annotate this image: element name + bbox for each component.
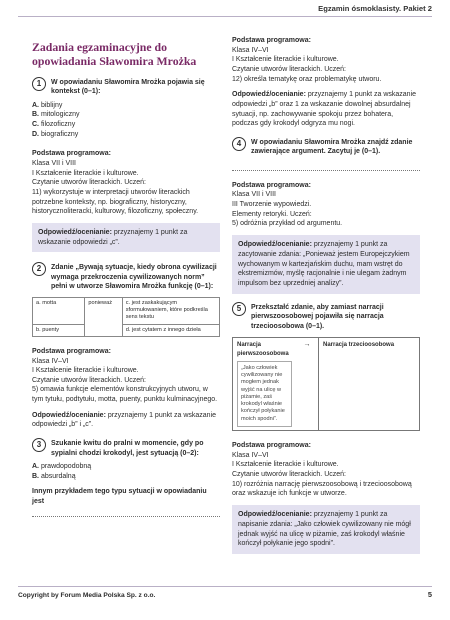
option-c: C. filozoficzny: [32, 120, 76, 128]
table-cell: b. puenty: [33, 324, 85, 336]
table-row: [33, 324, 220, 336]
option-a: A. biblijny: [32, 101, 63, 109]
grading-label: Odpowiedź/ocenianie:: [38, 228, 112, 236]
task-4-question: W opowiadaniu Sławomira Mrożka znajdź zdanie zawierające argument. Zacytuj je (0–1).: [251, 138, 413, 156]
table-cell: a. motta: [33, 297, 85, 324]
quote-box: „Jako człowiek cywilizowany nie mogłem jednak wyjść na ulicę w piżamie, zaś krokodyl właśnie kończył połykanie moich spodni”.: [237, 361, 292, 427]
grading-plain: [32, 411, 220, 430]
basis-line: Czytanie utworów literackich. Uczeń:: [232, 470, 346, 478]
option-a: A. prawdopodobną: [32, 462, 92, 470]
header-rule: [18, 16, 432, 17]
basis-line: I Kształcenie literackie i kulturowe.: [232, 56, 339, 64]
first-person-title: Narracja pierwszoosobowa: [237, 342, 289, 357]
task-5-header: [232, 302, 420, 331]
narration-table: [232, 337, 420, 431]
basis-heading: Podstawa programowa:: [232, 181, 311, 189]
third-person-title: Narracja trzecioosobowa: [323, 342, 395, 349]
header-title: Egzamin ósmoklasisty. Pakiet 2: [318, 4, 432, 13]
basis-line: 5) odróżnia przykład od argumentu.: [232, 220, 343, 228]
task-3-header: [32, 438, 220, 458]
grading-box: [232, 505, 420, 554]
option-b: B. mitologiczny: [32, 111, 80, 119]
answer-line[interactable]: [32, 507, 220, 517]
basis-heading: Podstawa programowa:: [32, 347, 111, 355]
third-person-column[interactable]: [318, 337, 420, 431]
basis-line: I Kształcenie literackie i kulturowe.: [32, 169, 139, 177]
task-3-followup: Innym przykładem tego typu sytuacji w opowiadaniu jest: [32, 488, 207, 505]
basis-line: III Tworzenie wypowiedzi.: [232, 201, 312, 209]
first-person-column: [232, 337, 296, 431]
grading-text: przyznajemy 1 punkt za napisanie zdania: „Jako człowiek cywilizowany nie mógł jednak wyjść na ulicę w piżamie, zaś krokodyl właśnie kończył połykanie jego spodni”.: [238, 510, 411, 548]
basis-line: 10) rozróżnia narrację pierwszoosobową i trzecioosobową oraz wskazuje ich funkcje w utworze.: [232, 480, 412, 498]
task-number-badge: 5: [232, 302, 246, 316]
answer-line[interactable]: [232, 161, 420, 171]
table-cell: ponieważ: [85, 297, 122, 336]
basis-line: Czytanie utworów literackich. Uczeń:: [232, 65, 346, 73]
basis-line: 5) omawia funkcje elementów konstrukcyjnych utworu, w tym tytułu, podtytułu, motta, puenty, punktu kulminacyjnego.: [32, 386, 218, 404]
table-row: [33, 297, 220, 324]
basis-line: Klasa IV–VI: [232, 46, 269, 54]
basis-line: 12) określa tematykę oraz problematykę utworu.: [232, 75, 382, 83]
grading-text: przyznajemy 1 punkt za wskazanie odpowiedzi „b” oraz 1 za wskazanie dowolnej absurdalnej sytuacji, np. zachowywanie spokoju przez bohatera, podczas gdy krokodyl odgryza mu nogi.: [232, 91, 417, 128]
grading-text: przyznajemy 1 punkt za zacytowanie zdania: „Ponieważ jestem Europejczykiem wychowanym w kartezjańskim duchu, mam wstręt do ekstremizmów, myślę racjonalnie i nie ulegam żadnym impulsom bez uprzedniej analizy”.: [238, 241, 410, 288]
grading-label: Odpowiedź/ocenianie:: [232, 91, 306, 99]
task-5-question: Przekształć zdanie, aby zamiast narracji pierwszoosobowej pojawiła się narracja trzecioosobowa (0–1).: [251, 304, 384, 330]
task-1-header: [32, 77, 220, 97]
table-cell: c. jest zaskakującym sformułowaniem, które podkreśla sens tekstu: [122, 297, 219, 324]
basis-line: 11) wykorzystuje w interpretacji utworów literackich potrzebne konteksty, np. biograficzny, historyczny, historycznoliteracki, kulturowy, filozoficzny, społeczny.: [32, 188, 199, 216]
task-2-table: [32, 297, 220, 337]
basis-heading: Podstawa programowa:: [232, 442, 311, 450]
grading-text: przyznajemy 1 punkt za wskazanie odpowiedzi „b” i „c”.: [32, 411, 217, 429]
grading-label: Odpowiedź/ocenianie:: [238, 241, 312, 249]
task-number-badge: 4: [232, 137, 246, 151]
grading-label: Odpowiedź/ocenianie:: [238, 510, 312, 518]
page-title: Zadania egzaminacyjne do opowiadania Sławomira Mrożka: [32, 40, 197, 69]
grading-text: przyznajemy 1 punkt za wskazanie odpowiedzi „c”.: [38, 228, 188, 246]
arrow-icon: →: [296, 337, 318, 431]
task-2-header: [32, 262, 220, 291]
grading-label: Odpowiedź/ocenianie:: [32, 411, 106, 419]
page-footer: [18, 586, 432, 604]
page-header: [0, 0, 450, 18]
basis-line: Czytanie utworów literackich. Uczeń:: [32, 376, 146, 384]
task-2-question: Zdanie „Bywają sytuacje, kiedy obrona cywilizacji wymaga przekroczenia cywilizowanych norm” pełni w utworze Sławomira Mrożka funkcję (0–1):: [51, 264, 217, 291]
left-column: [32, 40, 220, 517]
basis-line: Klasa VII i VIII: [232, 191, 276, 199]
basis-line: Klasa VII i VIII: [32, 159, 76, 167]
grading-box: [232, 235, 420, 294]
basis-line: I Kształcenie literackie i kulturowe.: [32, 367, 139, 375]
task-number-badge: 1: [32, 77, 46, 91]
basis-line: I Kształcenie literackie i kulturowe.: [232, 461, 339, 469]
basis-line: Klasa IV–VI: [232, 451, 269, 459]
grading-box: [32, 223, 220, 253]
basis-line: Klasa IV–VI: [32, 357, 69, 365]
task-number-badge: 2: [32, 262, 46, 276]
task-1-options: [32, 101, 220, 140]
task-4-header: [232, 137, 420, 157]
table-cell: d. jest cytatem z innego dzieła: [122, 324, 219, 336]
task-1-question: W opowiadaniu Sławomira Mrożka pojawia się kontekst (0–1):: [51, 78, 205, 96]
right-column: [232, 36, 420, 560]
basis-heading: Podstawa programowa:: [232, 37, 311, 44]
basis-heading: Podstawa programowa:: [32, 150, 111, 158]
grading-plain: [232, 90, 420, 129]
basis-line: Elementy retoryki. Uczeń:: [232, 210, 312, 218]
copyright: Copyright by Forum Media Polska Sp. z o.o.: [18, 592, 156, 599]
option-b: B. absurdalną: [32, 472, 76, 480]
task-number-badge: 3: [32, 438, 46, 452]
task-3-question: Szukanie kwitu do pralni w momencie, gdy po sypialni chodzi krokodyl, jest sytuacją (0–2):: [51, 440, 204, 457]
option-d: D. biograficzny: [32, 130, 79, 138]
basis-line: Czytanie utworów literackich. Uczeń:: [32, 179, 146, 187]
page-number: 5: [427, 590, 432, 599]
